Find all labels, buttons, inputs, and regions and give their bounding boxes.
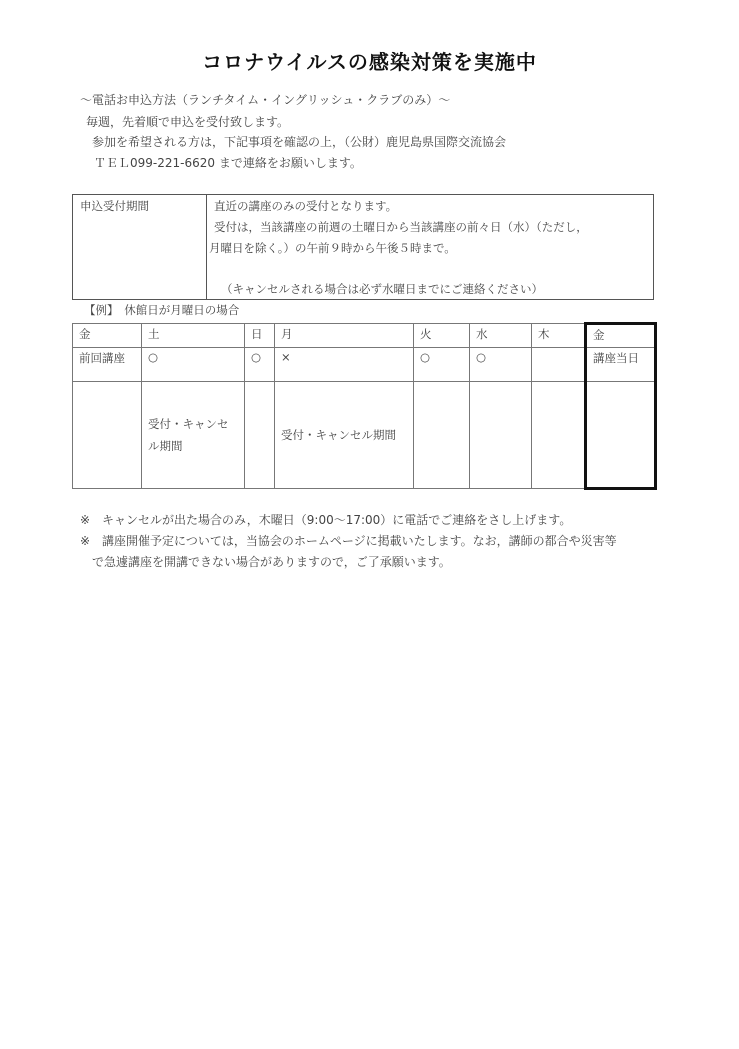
- example-label: 【例】 休館日が月曜日の場合: [84, 303, 240, 317]
- header-mon: 月: [275, 324, 414, 348]
- header-sun: 日: [245, 324, 275, 348]
- header-fri-prev: 金: [73, 324, 142, 348]
- intro-line-1: 毎週，先着順で申込を受付致します。: [86, 115, 290, 129]
- header-tue: 火: [414, 324, 470, 348]
- application-period-box: [72, 194, 654, 300]
- cell-sun-status: ○: [245, 348, 275, 382]
- cell-sat-status: ○: [142, 348, 245, 382]
- calendar-row-period: [73, 382, 656, 489]
- cell-period-tue: [414, 382, 470, 489]
- calendar-row-status: [73, 348, 656, 382]
- period-line-2: 受付は，当該講座の前週の土曜日から当該講座の前々日（水）（ただし，: [214, 220, 588, 234]
- cell-period-fri-prev: [73, 382, 142, 489]
- period-line-4: （キャンセルされる場合は必ず水曜日までにご連絡ください）: [221, 282, 543, 296]
- calendar-table: [72, 322, 657, 490]
- cell-period-mon: 受付・キャンセル期間: [275, 382, 414, 489]
- note-cancel: ※ キャンセルが出た場合のみ，木曜日（9:00～17:00）に電話でご連絡をさし上げます。: [80, 513, 572, 527]
- note-schedule: ※ 講座開催予定については，当協会のホームページに掲載いたします。なお，講師の都合や災害等: [80, 534, 617, 548]
- cell-previous-lesson: 前回講座: [73, 348, 142, 382]
- cell-mon-status: ×: [275, 348, 414, 382]
- period-line-1: 直近の講座のみの受付となります。: [214, 199, 398, 213]
- header-fri-lesson: 金: [586, 324, 656, 348]
- cell-tue-status: ○: [414, 348, 470, 382]
- header-wed: 水: [470, 324, 532, 348]
- intro-line-2: 参加を希望される方は，下記事項を確認の上，（公財）鹿児島県国際交流協会: [92, 135, 507, 149]
- header-thu: 木: [532, 324, 586, 348]
- intro-line-3: ＴＥＬ099-221-6620 まで連絡をお願いします。: [94, 156, 362, 170]
- intro-heading: ～電話お申込方法（ランチタイム・イングリッシュ・クラブのみ）～: [80, 93, 451, 107]
- period-label: 申込受付期間: [80, 199, 149, 213]
- page-title: コロナウイルスの感染対策を実施中: [202, 50, 537, 74]
- cell-lesson-day: 講座当日: [586, 348, 656, 382]
- cell-period-sat: 受付・キャンセル期間: [142, 382, 245, 489]
- cell-wed-status: ○: [470, 348, 532, 382]
- cell-period-fri-lesson: [586, 382, 656, 489]
- box-divider: [206, 195, 207, 299]
- note-schedule-cont: で急遽講座を開講できない場合がありますので，ご了承願います。: [92, 555, 451, 569]
- calendar-header-row: [73, 324, 656, 348]
- cell-period-thu: [532, 382, 586, 489]
- header-sat: 土: [142, 324, 245, 348]
- cell-period-wed: [470, 382, 532, 489]
- cell-thu-status: [532, 348, 586, 382]
- period-line-3: 月曜日を除く。）の午前９時から午後５時まで。: [209, 241, 456, 255]
- cell-period-sun: [245, 382, 275, 489]
